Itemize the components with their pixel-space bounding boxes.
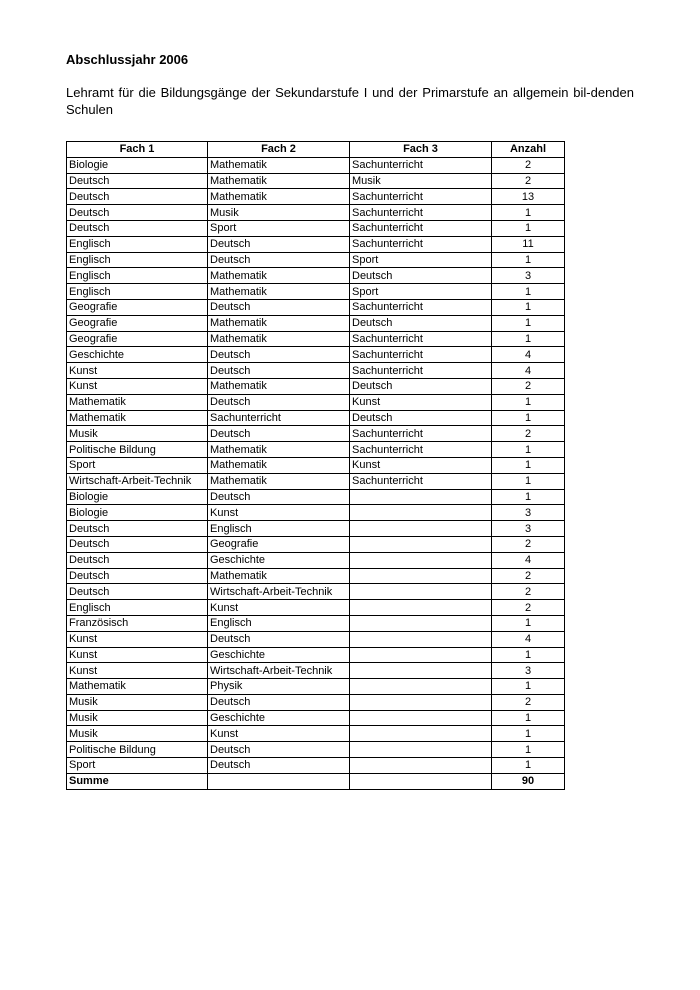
cell-fach-3 [350,489,492,505]
cell-anzahl: 3 [492,505,565,521]
cell-fach-3: Sachunterricht [350,363,492,379]
table-row [67,315,565,331]
table-row [67,331,565,347]
cell-fach-2: Mathematik [208,457,350,473]
cell-anzahl: 1 [492,489,565,505]
cell-fach-3: Sachunterricht [350,442,492,458]
cell-fach-1: Deutsch [67,173,208,189]
cell-fach-1: Geografie [67,299,208,315]
cell-fach-1: Mathematik [67,394,208,410]
cell-fach-2: Deutsch [208,299,350,315]
cell-fach-2: Englisch [208,521,350,537]
cell-fach-3: Sachunterricht [350,299,492,315]
cell-fach-2: Mathematik [208,473,350,489]
table-row [67,299,565,315]
cell-fach-2: Mathematik [208,173,350,189]
cell-fach-1: Politische Bildung [67,742,208,758]
cell-fach-2: Wirtschaft-Arbeit-Technik [208,663,350,679]
cell-anzahl: 2 [492,157,565,173]
sum-row [67,773,565,789]
cell-fach-2: Geschichte [208,552,350,568]
cell-fach-3: Sachunterricht [350,157,492,173]
cell-fach-1: Sport [67,758,208,774]
cell-fach-1: Mathematik [67,679,208,695]
table-row [67,268,565,284]
page-subtitle: Lehramt für die Bildungsgänge der Sekundarstufe I und der Primarstufe an allgemein bil-denden Schulen [66,85,634,117]
cell-fach-1: Französisch [67,615,208,631]
cell-fach-3 [350,505,492,521]
table-row [67,600,565,616]
cell-fach-2: Mathematik [208,378,350,394]
cell-anzahl: 13 [492,189,565,205]
table-row [67,536,565,552]
table-row [67,679,565,695]
table-row [67,568,565,584]
cell-fach-2: Englisch [208,615,350,631]
table-row [67,363,565,379]
cell-anzahl: 2 [492,536,565,552]
cell-fach-3: Musik [350,173,492,189]
cell-fach-1: Englisch [67,252,208,268]
column-header-fach-3: Fach 3 [350,142,492,158]
cell-fach-3 [350,631,492,647]
column-header-fach-1: Fach 1 [67,142,208,158]
cell-anzahl: 2 [492,694,565,710]
table-row [67,394,565,410]
cell-fach-3: Sport [350,284,492,300]
cell-fach-2: Deutsch [208,631,350,647]
cell-anzahl: 1 [492,615,565,631]
cell-anzahl: 4 [492,631,565,647]
table-row [67,236,565,252]
cell-anzahl: 1 [492,252,565,268]
cell-fach-1: Sport [67,457,208,473]
cell-fach-1: Wirtschaft-Arbeit-Technik [67,473,208,489]
cell-fach-2: Mathematik [208,568,350,584]
cell-fach-3 [350,584,492,600]
table-row [67,505,565,521]
cell-fach-1: Biologie [67,505,208,521]
cell-fach-3: Sachunterricht [350,189,492,205]
table-row [67,521,565,537]
cell-fach-2: Deutsch [208,426,350,442]
cell-fach-3 [350,679,492,695]
cell-fach-3: Sport [350,252,492,268]
cell-fach-2: Musik [208,205,350,221]
cell-fach-1: Kunst [67,363,208,379]
cell-fach-1: Geografie [67,315,208,331]
table-row [67,489,565,505]
table-row [67,189,565,205]
table-header-row [67,142,565,158]
cell-fach-1: Biologie [67,489,208,505]
cell-fach-1: Deutsch [67,220,208,236]
cell-fach-2: Deutsch [208,252,350,268]
table-row [67,205,565,221]
cell-fach-3: Sachunterricht [350,331,492,347]
cell-fach-2: Kunst [208,600,350,616]
cell-fach-3 [350,726,492,742]
table-row [67,473,565,489]
cell-anzahl: 1 [492,726,565,742]
cell-fach-1: Deutsch [67,536,208,552]
sum-value: 90 [492,773,565,789]
cell-fach-2: Mathematik [208,157,350,173]
cell-fach-2: Geschichte [208,710,350,726]
table-row [67,157,565,173]
cell-fach-2: Mathematik [208,442,350,458]
cell-fach-3: Sachunterricht [350,205,492,221]
table-row [67,694,565,710]
cell-fach-3 [350,568,492,584]
cell-fach-3 [350,710,492,726]
cell-anzahl: 3 [492,521,565,537]
cell-fach-3: Deutsch [350,268,492,284]
cell-anzahl: 1 [492,473,565,489]
sum-empty-cell [208,773,350,789]
cell-fach-2: Deutsch [208,758,350,774]
table-row [67,552,565,568]
table-row [67,758,565,774]
sum-empty-cell [350,773,492,789]
sum-label: Summe [67,773,208,789]
cell-fach-2: Mathematik [208,189,350,205]
table-row [67,615,565,631]
cell-fach-2: Wirtschaft-Arbeit-Technik [208,584,350,600]
subject-combination-table [66,141,565,790]
cell-anzahl: 11 [492,236,565,252]
table-row [67,710,565,726]
cell-anzahl: 1 [492,742,565,758]
cell-fach-3 [350,600,492,616]
column-header-fach-2: Fach 2 [208,142,350,158]
cell-fach-2: Mathematik [208,268,350,284]
cell-anzahl: 2 [492,426,565,442]
cell-fach-3 [350,694,492,710]
cell-anzahl: 3 [492,268,565,284]
table-row [67,457,565,473]
cell-fach-1: Deutsch [67,568,208,584]
cell-fach-2: Mathematik [208,331,350,347]
cell-fach-3: Kunst [350,457,492,473]
cell-anzahl: 2 [492,600,565,616]
cell-fach-1: Musik [67,426,208,442]
cell-anzahl: 2 [492,173,565,189]
table-row [67,252,565,268]
cell-fach-3 [350,742,492,758]
cell-anzahl: 1 [492,394,565,410]
table-row [67,663,565,679]
cell-fach-3 [350,663,492,679]
cell-anzahl: 4 [492,363,565,379]
cell-fach-2: Geschichte [208,647,350,663]
cell-fach-1: Deutsch [67,205,208,221]
cell-fach-2: Deutsch [208,347,350,363]
cell-fach-1: Musik [67,694,208,710]
cell-fach-2: Kunst [208,726,350,742]
cell-anzahl: 1 [492,220,565,236]
cell-anzahl: 1 [492,205,565,221]
cell-fach-2: Kunst [208,505,350,521]
table-row [67,584,565,600]
cell-fach-1: Englisch [67,236,208,252]
cell-fach-1: Mathematik [67,410,208,426]
cell-fach-3 [350,615,492,631]
cell-anzahl: 1 [492,647,565,663]
cell-anzahl: 2 [492,584,565,600]
table-row [67,220,565,236]
table-row [67,173,565,189]
table-row [67,742,565,758]
cell-fach-3: Deutsch [350,315,492,331]
cell-anzahl: 1 [492,457,565,473]
table-row [67,647,565,663]
table-row [67,410,565,426]
table-row [67,284,565,300]
table-body [67,157,565,773]
cell-fach-1: Musik [67,726,208,742]
cell-anzahl: 1 [492,679,565,695]
cell-fach-3 [350,521,492,537]
cell-fach-3: Sachunterricht [350,220,492,236]
cell-anzahl: 1 [492,710,565,726]
cell-anzahl: 1 [492,331,565,347]
cell-fach-2: Geografie [208,536,350,552]
cell-fach-1: Deutsch [67,552,208,568]
cell-fach-3 [350,647,492,663]
table-row [67,378,565,394]
cell-fach-2: Sachunterricht [208,410,350,426]
cell-fach-1: Geografie [67,331,208,347]
table-row [67,426,565,442]
cell-fach-1: Kunst [67,378,208,394]
table-row [67,726,565,742]
table-row [67,347,565,363]
table-row [67,442,565,458]
table-row [67,631,565,647]
cell-fach-2: Sport [208,220,350,236]
cell-anzahl: 1 [492,299,565,315]
cell-fach-2: Deutsch [208,236,350,252]
cell-fach-1: Musik [67,710,208,726]
column-header-anzahl: Anzahl [492,142,565,158]
cell-anzahl: 1 [492,758,565,774]
cell-anzahl: 1 [492,410,565,426]
cell-anzahl: 4 [492,347,565,363]
cell-fach-1: Deutsch [67,189,208,205]
cell-fach-1: Englisch [67,284,208,300]
cell-anzahl: 2 [492,378,565,394]
cell-fach-2: Deutsch [208,489,350,505]
cell-fach-2: Deutsch [208,742,350,758]
cell-fach-2: Deutsch [208,394,350,410]
cell-fach-3: Sachunterricht [350,426,492,442]
cell-fach-2: Mathematik [208,315,350,331]
cell-fach-2: Deutsch [208,694,350,710]
cell-fach-3 [350,758,492,774]
cell-anzahl: 1 [492,284,565,300]
cell-fach-3: Deutsch [350,410,492,426]
cell-fach-2: Physik [208,679,350,695]
cell-fach-1: Kunst [67,647,208,663]
cell-anzahl: 1 [492,315,565,331]
cell-fach-1: Englisch [67,268,208,284]
cell-fach-3: Sachunterricht [350,347,492,363]
cell-fach-3: Sachunterricht [350,473,492,489]
cell-fach-1: Biologie [67,157,208,173]
cell-fach-1: Politische Bildung [67,442,208,458]
cell-fach-3 [350,536,492,552]
cell-fach-1: Deutsch [67,521,208,537]
cell-fach-1: Englisch [67,600,208,616]
cell-fach-1: Deutsch [67,584,208,600]
cell-anzahl: 2 [492,568,565,584]
cell-fach-2: Deutsch [208,363,350,379]
cell-fach-1: Kunst [67,631,208,647]
cell-fach-3: Deutsch [350,378,492,394]
cell-anzahl: 3 [492,663,565,679]
cell-fach-2: Mathematik [208,284,350,300]
cell-fach-1: Kunst [67,663,208,679]
cell-fach-3 [350,552,492,568]
cell-fach-3: Sachunterricht [350,236,492,252]
page-title: Abschlussjahr 2006 [66,52,189,67]
cell-anzahl: 4 [492,552,565,568]
cell-fach-3: Kunst [350,394,492,410]
cell-anzahl: 1 [492,442,565,458]
cell-fach-1: Geschichte [67,347,208,363]
